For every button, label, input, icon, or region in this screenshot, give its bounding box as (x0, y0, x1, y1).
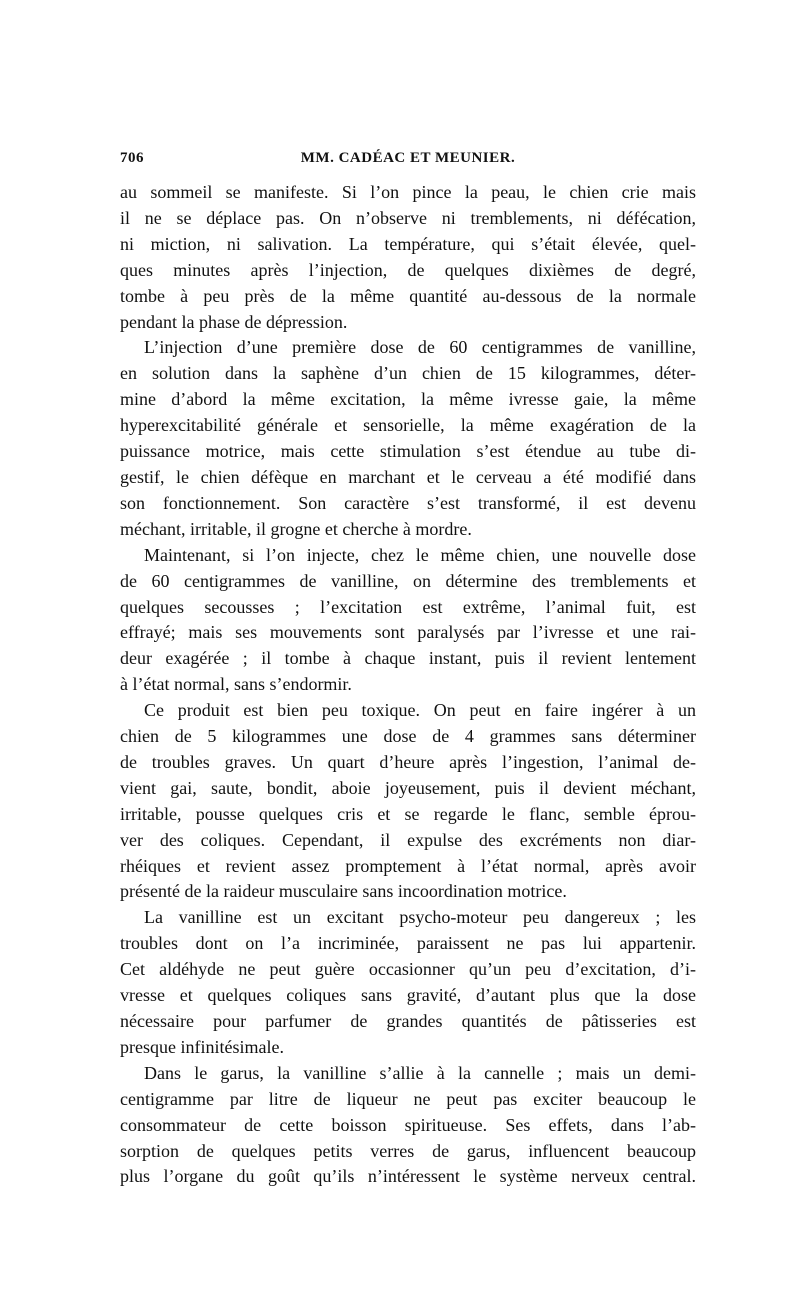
text-line: mine d’abord la même excitation, la même ivresse gaie, la même (120, 389, 696, 410)
text-line: sorption de quelques petits verres de garus, influencent beaucoup (120, 1140, 696, 1161)
text-line: Dans le garus, la vanilline s’allie à la cannelle ; mais un demi- (144, 1062, 696, 1083)
text-line: Ce produit est bien peu toxique. On peut en faire ingérer à un (144, 700, 696, 721)
text-line: de troubles graves. Un quart d’heure après l’ingestion, l’animal de- (120, 751, 696, 772)
text-line: ver des coliques. Cependant, il expulse des excréments non diar- (120, 829, 696, 850)
text-line: vient gai, saute, bondit, aboie joyeusement, puis il devient méchant, (120, 777, 696, 798)
text-line: son fonctionnement. Son caractère s’est transformé, il est devenu (120, 492, 696, 513)
text-line: méchant, irritable, il grogne et cherche à mordre. (120, 518, 472, 539)
text-line: deur exagérée ; il tombe à chaque instant, puis il revient lentement (120, 648, 696, 669)
text-line: il ne se déplace pas. On n’observe ni tremblements, ni défécation, (120, 207, 696, 228)
text-line: hyperexcitabilité générale et sensorielle, la même exagération de la (120, 415, 696, 436)
text-line: La vanilline est un excitant psycho-moteur peu dangereux ; les (144, 907, 696, 928)
text-line: quelques secousses ; l’excitation est extrême, l’animal fuit, est (120, 596, 696, 617)
text-line: tombe à peu près de la même quantité au-dessous de la normale (120, 285, 696, 306)
text-line: nécessaire pour parfumer de grandes quantités de pâtisseries est (120, 1011, 696, 1031)
running-head (120, 150, 696, 172)
paragraph-6 (120, 1061, 696, 1191)
text-line: Maintenant, si l’on injecte, chez le même chien, une nouvelle dose (144, 544, 696, 565)
text-line: chien de 5 kilogrammes une dose de 4 grammes sans déterminer (120, 726, 696, 747)
text-line: au sommeil se manifeste. Si l’on pince la peau, le chien crie mais (120, 182, 696, 202)
body-text (120, 180, 696, 1190)
text-line: présenté de la raideur musculaire sans incoordination motrice. (120, 881, 567, 902)
book-page (120, 150, 696, 1190)
text-line: L’injection d’une première dose de 60 centigrammes de vanilline, (144, 337, 696, 358)
text-line: effrayé; mais ses mouvements sont paralysés par l’ivresse et une rai- (120, 622, 696, 643)
text-line: de 60 centigrammes de vanilline, on détermine des tremblements et (120, 570, 696, 591)
paragraph-5 (120, 905, 696, 1060)
text-line: centigramme par litre de liqueur ne peut pas exciter beaucoup le (120, 1088, 696, 1109)
text-line: ni miction, ni salivation. La température, qui s’était élevée, quel- (120, 233, 696, 254)
paragraph-1 (120, 180, 696, 335)
page-number: 706 (120, 150, 144, 166)
text-line: Cet aldéhyde ne peut guère occasionner qu’un peu d’excitation, d’i- (120, 959, 696, 980)
text-line: presque infinitésimale. (120, 1036, 284, 1057)
text-line: vresse et quelques coliques sans gravité, d’autant plus que la dose (120, 985, 696, 1006)
text-line: pendant la phase de dépression. (120, 311, 348, 332)
text-line: à l’état normal, sans s’endormir. (120, 674, 352, 695)
paragraph-2 (120, 335, 696, 542)
text-line: ques minutes après l’injection, de quelques dixièmes de degré, (120, 259, 696, 280)
running-title: MM. CADÉAC ET MEUNIER. (300, 150, 516, 166)
text-line: troubles dont on l’a incriminée, paraissent ne pas lui appartenir. (120, 933, 696, 954)
text-line: consommateur de cette boisson spiritueuse. Ses effets, dans l’ab- (120, 1114, 696, 1135)
text-line: gestif, le chien défèque en marchant et le cerveau a été modifié dans (120, 466, 696, 487)
text-line: irritable, pousse quelques cris et se regarde le flanc, semble éprou- (120, 803, 696, 824)
text-line: puissance motrice, mais cette stimulation s’est étendue au tube di- (120, 441, 696, 462)
paragraph-3 (120, 543, 696, 698)
paragraph-4 (120, 698, 696, 905)
text-line: rhéiques et revient assez promptement à l’état normal, après avoir (120, 855, 696, 876)
text-line: plus l’organe du goût qu’ils n’intéressent le système nerveux central. (120, 1166, 696, 1187)
text-line: en solution dans la saphène d’un chien de 15 kilogrammes, déter- (120, 363, 696, 384)
